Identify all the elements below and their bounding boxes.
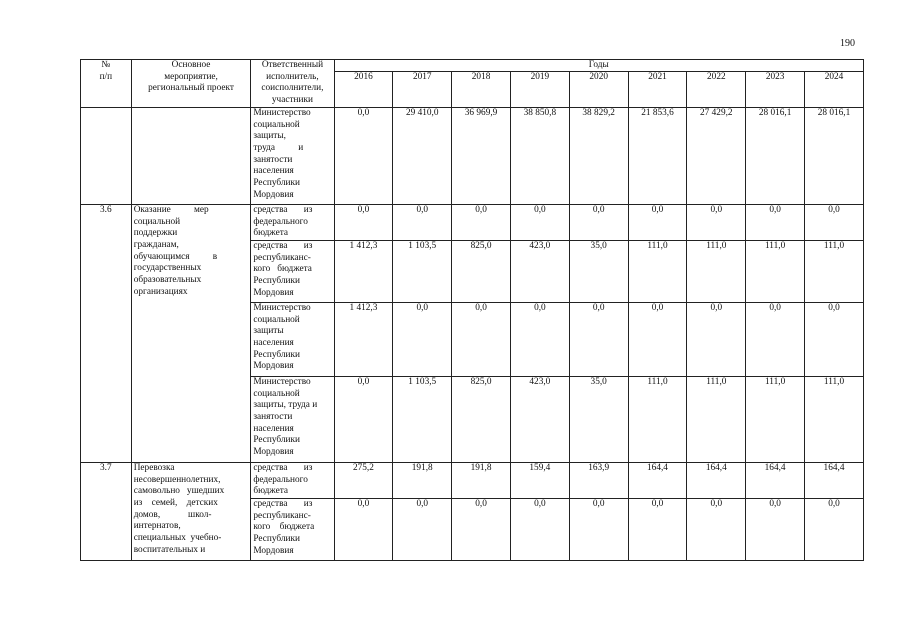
value-cell: 0,0: [805, 204, 864, 240]
row-measure: Оказание мер социальной поддержки гражданам, обучающимся в государственных образовательных организациях: [131, 204, 251, 462]
value-cell: 0,0: [687, 302, 746, 376]
row-executor: средства из федерального бюджета: [251, 462, 334, 498]
year-header: 2020: [569, 72, 628, 108]
header-measure: Основное мероприятие, региональный проект: [131, 60, 251, 108]
value-cell: 0,0: [393, 499, 452, 561]
value-cell: 35,0: [569, 376, 628, 462]
page-number: 190: [840, 38, 855, 49]
value-cell: 0,0: [569, 302, 628, 376]
table-row: [81, 462, 864, 498]
value-cell: 1 412,3: [334, 240, 393, 302]
value-cell: 111,0: [628, 240, 687, 302]
row-executor: Министерство социальной защиты, труда и занятости населения Республики Мордовия: [251, 107, 334, 204]
value-cell: 35,0: [569, 240, 628, 302]
value-cell: 0,0: [334, 499, 393, 561]
row-num: 3.6: [81, 204, 132, 462]
value-cell: 28 016,1: [746, 107, 805, 204]
value-cell: 0,0: [334, 204, 393, 240]
value-cell: 0,0: [746, 302, 805, 376]
year-header: 2021: [628, 72, 687, 108]
value-cell: 275,2: [334, 462, 393, 498]
value-cell: 0,0: [510, 499, 569, 561]
value-cell: 29 410,0: [393, 107, 452, 204]
value-cell: 111,0: [628, 376, 687, 462]
year-header: 2023: [746, 72, 805, 108]
value-cell: 0,0: [628, 302, 687, 376]
row-measure: Перевозка несовершеннолетних, самовольно ушедших из семей, детских домов, школ- интернатов, специальных учебно- воспитательных и: [131, 462, 251, 560]
value-cell: 0,0: [452, 204, 511, 240]
value-cell: 0,0: [569, 204, 628, 240]
value-cell: 0,0: [569, 499, 628, 561]
header-num: № п/п: [81, 60, 132, 108]
row-num: [81, 107, 132, 204]
value-cell: 0,0: [510, 302, 569, 376]
row-executor: средства из федерального бюджета: [251, 204, 334, 240]
row-executor: средства из республиканс- кого бюджета Республики Мордовия: [251, 240, 334, 302]
row-executor: Министерство социальной защиты, труда и занятости населения Республики Мордовия: [251, 376, 334, 462]
value-cell: 111,0: [687, 376, 746, 462]
value-cell: 1 103,5: [393, 376, 452, 462]
header-row: [81, 60, 864, 72]
value-cell: 0,0: [805, 302, 864, 376]
value-cell: 0,0: [452, 499, 511, 561]
value-cell: 164,4: [805, 462, 864, 498]
value-cell: 0,0: [628, 499, 687, 561]
year-header: 2024: [805, 72, 864, 108]
row-executor: средства из республиканс- кого бюджета Республики Мордовия: [251, 499, 334, 561]
value-cell: 423,0: [510, 240, 569, 302]
value-cell: 28 016,1: [805, 107, 864, 204]
header-executor: Ответственный исполнитель, соисполнители, участники: [251, 60, 334, 108]
value-cell: 0,0: [334, 376, 393, 462]
year-header: 2022: [687, 72, 746, 108]
value-cell: 111,0: [805, 240, 864, 302]
value-cell: 191,8: [393, 462, 452, 498]
value-cell: 0,0: [746, 204, 805, 240]
value-cell: 21 853,6: [628, 107, 687, 204]
value-cell: 423,0: [510, 376, 569, 462]
value-cell: 164,4: [628, 462, 687, 498]
value-cell: 38 829,2: [569, 107, 628, 204]
value-cell: 27 429,2: [687, 107, 746, 204]
value-cell: 163,9: [569, 462, 628, 498]
value-cell: 1 412,3: [334, 302, 393, 376]
row-measure: [131, 107, 251, 204]
row-num: 3.7: [81, 462, 132, 560]
year-header: 2018: [452, 72, 511, 108]
value-cell: 38 850,8: [510, 107, 569, 204]
value-cell: 111,0: [805, 376, 864, 462]
value-cell: 825,0: [452, 376, 511, 462]
value-cell: 191,8: [452, 462, 511, 498]
value-cell: 0,0: [628, 204, 687, 240]
value-cell: 825,0: [452, 240, 511, 302]
table-row: [81, 204, 864, 240]
value-cell: 159,4: [510, 462, 569, 498]
year-header: 2019: [510, 72, 569, 108]
value-cell: 0,0: [687, 204, 746, 240]
budget-table: [80, 59, 864, 561]
value-cell: 111,0: [746, 240, 805, 302]
value-cell: 0,0: [393, 302, 452, 376]
table-row: [81, 107, 864, 204]
value-cell: 1 103,5: [393, 240, 452, 302]
row-executor: Министерство социальной защиты населения Республики Мордовия: [251, 302, 334, 376]
year-header: 2016: [334, 72, 393, 108]
value-cell: 0,0: [805, 499, 864, 561]
value-cell: 0,0: [746, 499, 805, 561]
value-cell: 36 969,9: [452, 107, 511, 204]
value-cell: 111,0: [746, 376, 805, 462]
value-cell: 0,0: [334, 107, 393, 204]
header-years-title: Годы: [334, 60, 863, 72]
value-cell: 0,0: [510, 204, 569, 240]
year-header: 2017: [393, 72, 452, 108]
value-cell: 164,4: [687, 462, 746, 498]
value-cell: 0,0: [393, 204, 452, 240]
value-cell: 0,0: [687, 499, 746, 561]
value-cell: 164,4: [746, 462, 805, 498]
value-cell: 0,0: [452, 302, 511, 376]
value-cell: 111,0: [687, 240, 746, 302]
